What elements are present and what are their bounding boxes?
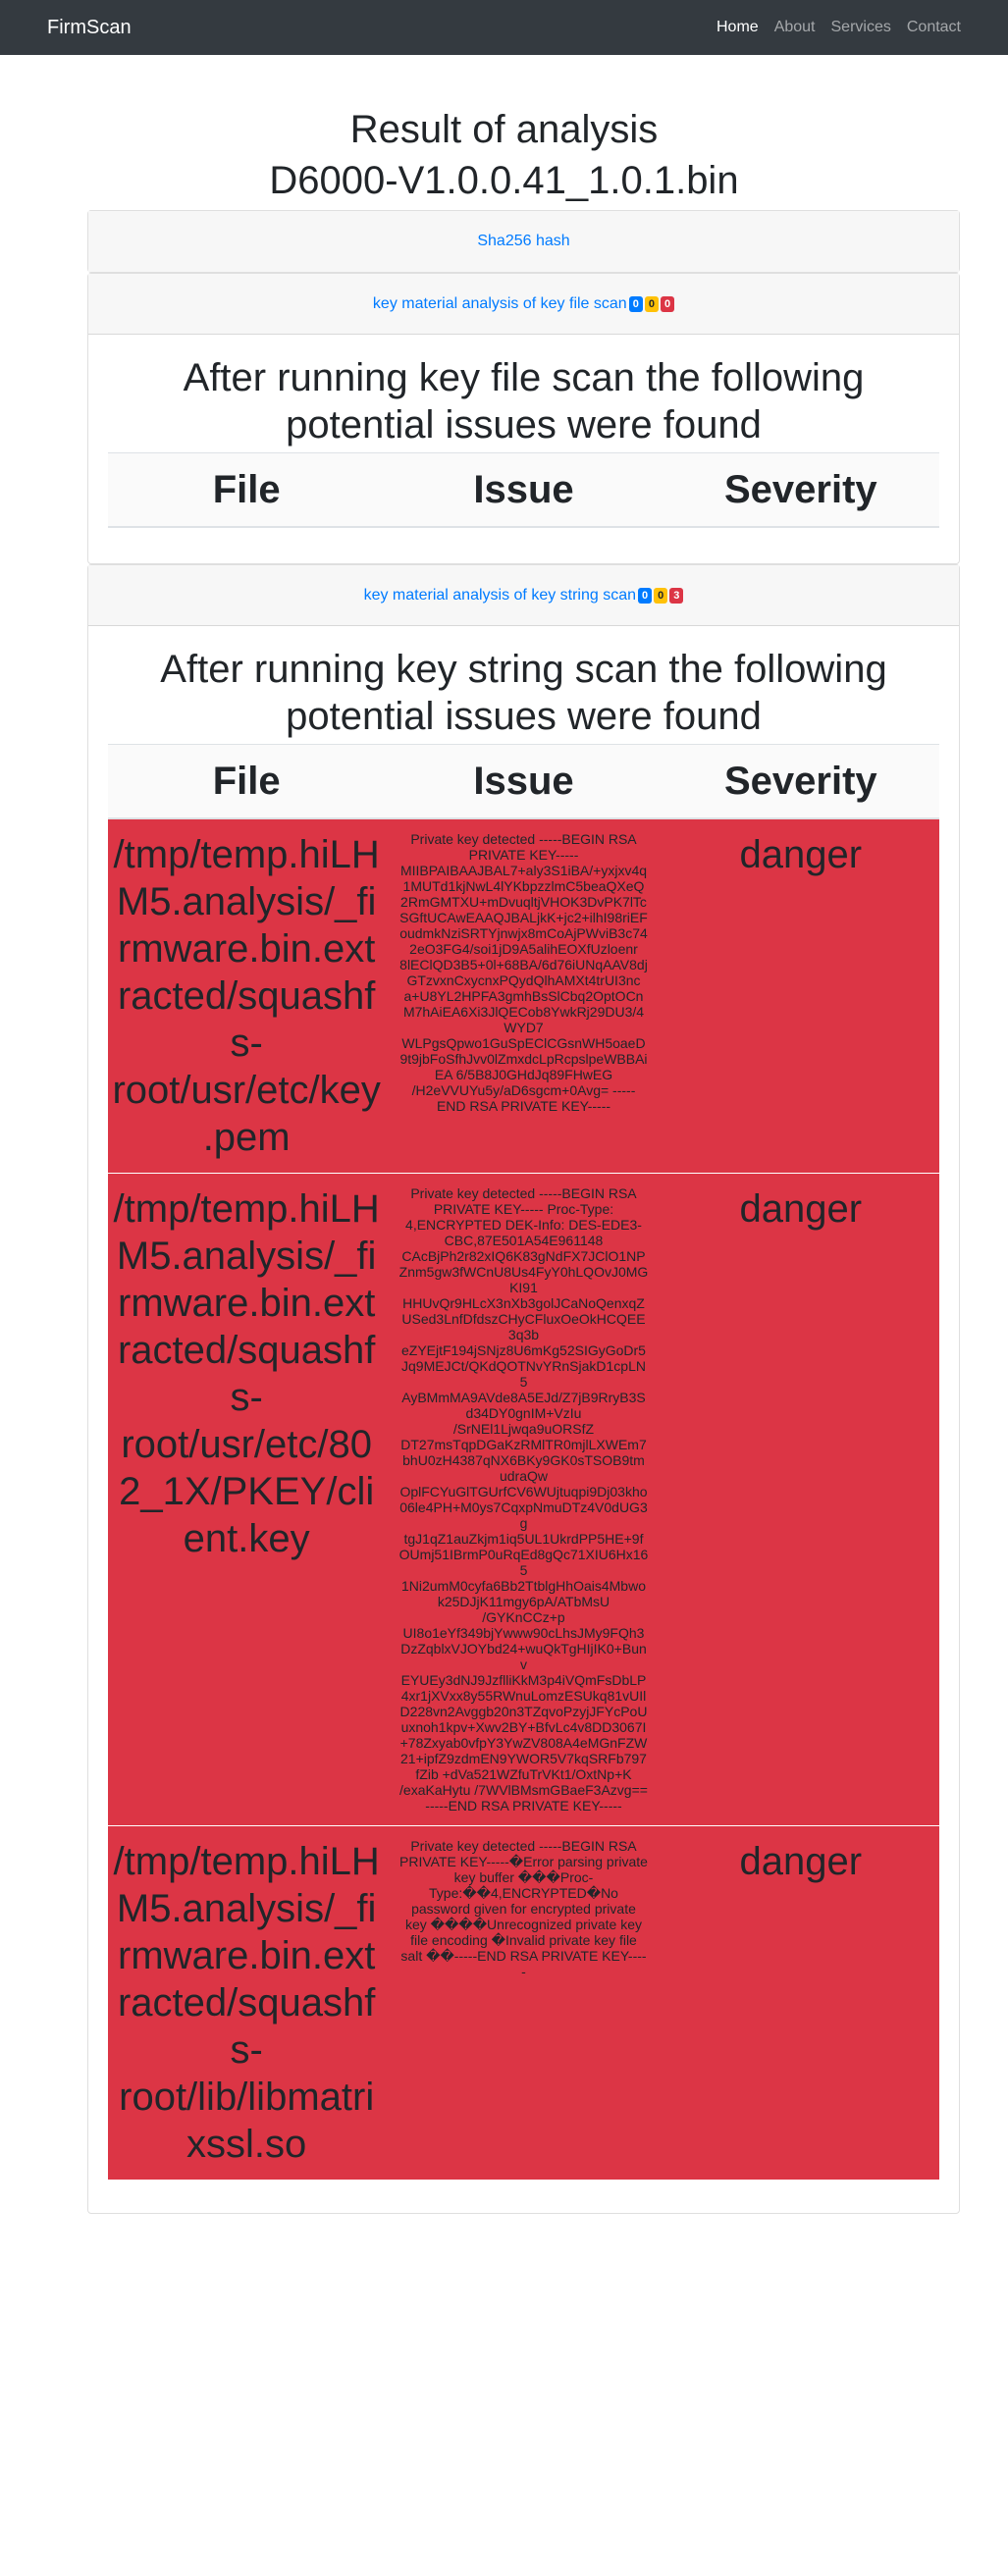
brand-logo[interactable]: FirmScan: [47, 16, 132, 38]
keyfile-col-issue: Issue: [385, 453, 662, 528]
keyfile-scan-title: After running key file scan the following potential issues were found: [183, 356, 865, 447]
nav-about[interactable]: About: [773, 19, 816, 35]
nav-home[interactable]: Home: [716, 19, 759, 35]
keyfile-results-table: [108, 452, 939, 528]
row-file-path: /tmp/temp.hiLHM5.analysis/_firmware.bin.extracted/squashfs-root/lib/libmatrixssl.so: [108, 1826, 385, 2181]
keystring-danger-badge: 3: [669, 588, 683, 604]
keystring-col-file: File: [108, 745, 385, 819]
row-issue-text: Private key detected -----BEGIN RSA PRIVATE KEY-----�Error parsing private key buffer ���Proc-Type:��4,ENCRYPTED�No password given for encrypted private key ����Unrecognized private key file encoding �Invalid private key file salt ��-----END RSA PRIVATE KEY-----: [385, 1826, 662, 2181]
keystring-col-issue: Issue: [385, 745, 662, 819]
page-title: [0, 104, 1008, 206]
keyfile-toggle-link[interactable]: key material analysis of key file scan: [372, 294, 627, 312]
page-title-filename: D6000-V1.0.0.41_1.0.1.bin: [269, 159, 739, 202]
keyfile-col-severity: Severity: [663, 453, 939, 528]
row-file-path: /tmp/temp.hiLHM5.analysis/_firmware.bin.extracted/squashfs-root/usr/etc/802_1X/PKEY/client.key: [108, 1174, 385, 1826]
navbar: [0, 0, 1008, 55]
keystring-warning-badge: 0: [654, 588, 667, 604]
nav-links: [716, 19, 961, 36]
sha256-toggle-link[interactable]: Sha256 hash: [477, 233, 570, 249]
keystring-info-badge: 0: [638, 588, 652, 604]
row-issue-text: Private key detected -----BEGIN RSA PRIVATE KEY----- Proc-Type: 4,ENCRYPTED DEK-Info: DES-EDE3-CBC,87E501A54E961148 CAcBjPh2r82xIQ6K83gNdFX7JClO1NPZnm5gw3fWCnU8Us4FyY0hLQOvJ0MGKI91 HHUvQr9HLcX3nXb3golJCaNoQenxqZUSed3LnfDfdszCHyCFluxOeOkHCQEE3q3b eZYEjtF194jSNjz8U6mKg52SIGyGoDr5Jq9MEJCt/QKdQOTNvYRnSjakD1cpLN5 AyBMmMA9AVde8A5EJd/Z7jB9RryB3Sd34DY0gnIM+VzIu /SrNEl1Ljwqa9uORSfZ DT27msTqpDGaKzRMlTR0mjlLXWEm7bhU0zH4387qNX6BKy9GK0sTSOB9tmudraQw OplFCYuGlTGUrfCV6WUjtuqpi9Dj03kho06le4PH+M0ys7CqxpNmuDTz4V0dUG3g tgJ1qZ1auZkjm1iq5UL1UkrdPP5HE+9fOUmj51IBrmP0uRqEd8gQc71XIU6Hx165 1Ni2umM0cyfa6Bb2TtblgHhOais4Mbwok25DJjK11mgy6pA/ATbMsU /GYKnCCz+p UI8o1eYf349bjYwww90cLhsJMy9FQh3DzZqblxVJOYbd24+wuQkTgHIjIK0+Bunv EYUEy3dNJ9JzflliKkM3p4iVQmFsDbLP4xr1jXVxx8y55RWnuLomzESUkq81vUIl D228vn2Avggb20n3TZqvoPzyjJFYcPoUuxnoh1kpv+Xwv2BY+BfvLc4v8DD3067I +78Zxyab0vfpY3YwZV808A4eMGnFZW21+ipfZ9zdmEN9YWOR5V7kqSRFb797fZib +dVa521WZfuTrVKt1/OxtNp+K /exaKaHytu /7WVlBMsmGBaeF3Azvg== -----END RSA PRIVATE KEY-----: [385, 1174, 662, 1826]
keystring-col-severity: Severity: [663, 745, 939, 819]
row-file-path: /tmp/temp.hiLHM5.analysis/_firmware.bin.extracted/squashfs-root/usr/etc/key.pem: [108, 818, 385, 1174]
keyfile-col-file: File: [108, 453, 385, 528]
sha256-card-header: [88, 211, 959, 272]
keyfile-danger-badge: 0: [661, 296, 674, 312]
keystring-results-table: [108, 744, 939, 2180]
keystring-toggle-link[interactable]: key material analysis of key string scan: [363, 586, 637, 604]
page-title-line1: Result of analysis: [349, 108, 659, 151]
keyfile-info-badge: 0: [629, 296, 643, 312]
table-row: [108, 818, 939, 1174]
keyfile-card-body: [88, 335, 959, 563]
keystring-card-body: [88, 626, 959, 2213]
keystring-card: [87, 564, 960, 2214]
results-container: [87, 210, 960, 2214]
keyfile-warning-badge: 0: [645, 296, 659, 312]
keystring-card-header: [88, 565, 959, 626]
row-severity: danger: [663, 818, 939, 1174]
keystring-scan-title: After running key string scan the following potential issues were found: [160, 648, 887, 738]
row-severity: danger: [663, 1826, 939, 2181]
row-severity: danger: [663, 1174, 939, 1826]
nav-services[interactable]: Services: [830, 19, 891, 35]
nav-contact[interactable]: Contact: [906, 19, 961, 35]
row-issue-text: Private key detected -----BEGIN RSA PRIVATE KEY----- MIIBPAIBAAJBAL7+aly3S1iBA/+yxjxv4q1MUTd1kjNwL4lYKbpzzlmC5beaQXeQ 2RmGMTXU+mDvuqltjVHOK3DvPK7lTcSGftUCAwEAAQJBALjkK+jc2+ilhI98riEF oudmkNziSRTYjnwjx8mCoAjPWviB3c742eO3FG4/soi1jD9A5alihEOXfUzloenr 8lEClQD3B5+0l+68BA/6d76iUNqAAV8djGTzvxnCxycnxPQydQlhAMXt4trUI3nc a+U8YL2HPFA3gmhBsSlCbq2OptOCnM7hAiEA6Xi3JlQECob8YwkRj29DU3/4WYD7 WLPgsQpwo1GuSpEClCGsnWH5oaeD9t9jbFoSfhJvv0lZmxdcLpRcpslpeWBBAiEA 6/5B8J0GHdJq89FHwEG /H2eVVUYu5y/aD6sgcm+0Avg= -----END RSA PRIVATE KEY-----: [385, 818, 662, 1174]
keyfile-card: [87, 273, 960, 564]
table-row: [108, 1174, 939, 1826]
table-row: [108, 1826, 939, 2181]
sha256-card: [87, 210, 960, 273]
keyfile-card-header: [88, 274, 959, 335]
